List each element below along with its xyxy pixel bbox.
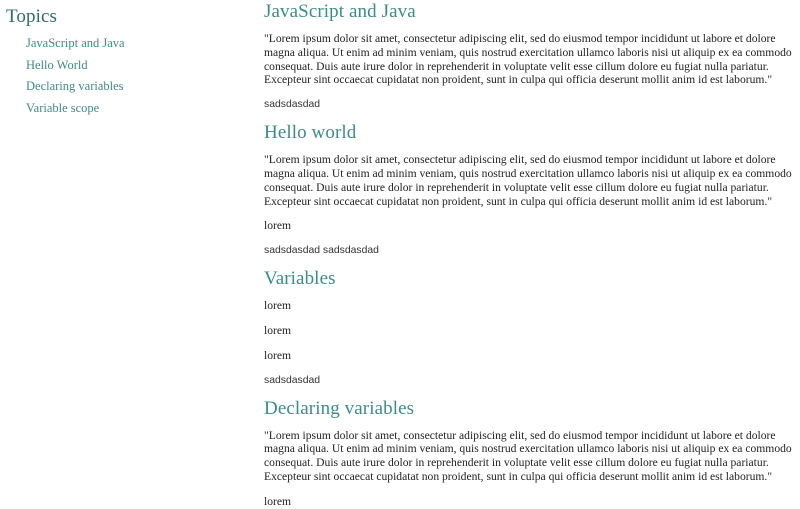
- section-lorem: lorem: [264, 219, 292, 233]
- sidebar-item-declaring-variables[interactable]: Declaring variables: [26, 79, 124, 93]
- section-variables: [264, 267, 792, 386]
- section-heading-variables: Variables: [264, 268, 336, 290]
- content-area: [264, 0, 792, 509]
- sidebar-title: Topics: [6, 6, 57, 27]
- section-lorem: lorem: [264, 299, 292, 313]
- section-paragraph: "Lorem ipsum dolor sit amet, consectetur adipiscing elit, sed do eiusmod tempor incididunt ut labore et dolore magna aliqua. Ut enim ad minim veniam, quis nostrud exercitation ullamco laboris nisi ut aliquip ex ea commodo consequat. Duis aute irure dolor in reprehenderit in voluptate velit esse cillum dolore eu fugiat nulla pariatur. Excepteur sint occaecat cupidatat non proident, sunt in culpa qui officia deserunt mollit anim id est laborum.": [264, 428, 792, 483]
- section-heading-declaring-variables: Declaring variables: [264, 397, 415, 419]
- sidebar-item-javascript-and-java[interactable]: JavaScript and Java: [26, 36, 125, 50]
- sidebar-item-variable-scope[interactable]: Variable scope: [26, 100, 100, 115]
- section-javascript-and-java: [264, 0, 792, 111]
- section-lorem: lorem: [264, 494, 292, 508]
- section-hello-world: [264, 121, 792, 257]
- section-note: sadsdasdad sadsdasdad: [264, 245, 379, 257]
- section-paragraph: "Lorem ipsum dolor sit amet, consectetur adipiscing elit, sed do eiusmod tempor incididunt ut labore et dolore magna aliqua. Ut enim ad minim veniam, quis nostrud exercitation ullamco laboris nisi ut aliquip ex ea commodo consequat. Duis aute irure dolor in reprehenderit in voluptate velit esse cillum dolore eu fugiat nulla pariatur. Excepteur sint occaecat cupidatat non proident, sunt in culpa qui officia deserunt mollit anim id est laborum.": [264, 153, 792, 208]
- sidebar-item-hello-world[interactable]: Hello World: [26, 57, 88, 72]
- section-heading-javascript-and-java: JavaScript and Java: [264, 1, 416, 22]
- sidebar-nav: [26, 36, 246, 122]
- section-note: sadsdasdad: [264, 374, 321, 386]
- section-lorem: lorem: [264, 323, 292, 337]
- sidebar: [0, 0, 255, 450]
- section-lorem: lorem: [264, 348, 292, 362]
- section-note: sadsdasdad: [264, 99, 321, 111]
- section-declaring-variables: [264, 397, 792, 509]
- section-heading-hello-world: Hello world: [264, 122, 357, 144]
- section-paragraph: "Lorem ipsum dolor sit amet, consectetur adipiscing elit, sed do eiusmod tempor incididunt ut labore et dolore magna aliqua. Ut enim ad minim veniam, quis nostrud exercitation ullamco laboris nisi ut aliquip ex ea commodo consequat. Duis aute irure dolor in reprehenderit in voluptate velit esse cillum dolore eu fugiat nulla pariatur. Excepteur sint occaecat cupidatat non proident, sunt in culpa qui officia deserunt mollit anim id est laborum.": [264, 32, 792, 87]
